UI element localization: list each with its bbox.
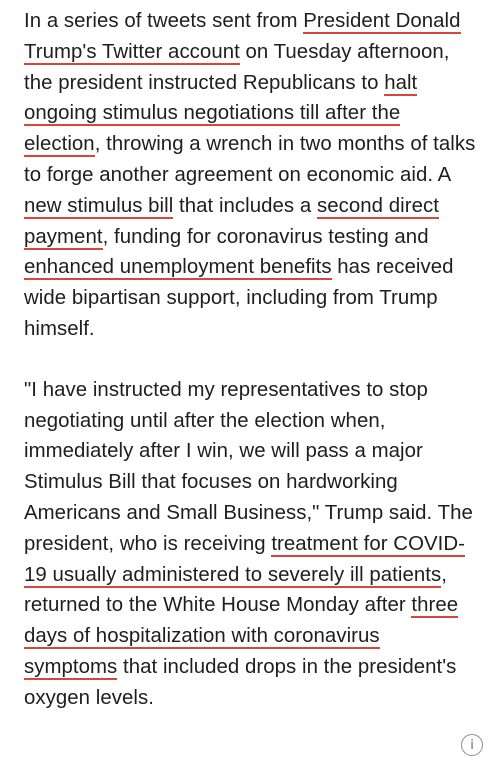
link-covid-treatment[interactable]: treatment for COVID-19 usually administered to severely ill patients (24, 532, 465, 586)
link-hospitalization[interactable]: three days of hospitalization with coronavirus symptoms (24, 594, 459, 678)
link-second-direct-payment[interactable]: second direct payment (24, 194, 439, 248)
paragraph-text: "I have instructed my representatives to stop negotiating until after the election when, immediately after I win, we will pass a major Stimulus Bill that focuses on hardworking Americans and Small Business," Trump said. The president, who is receiving (24, 378, 473, 555)
paragraph-text: , returned to the White House Monday after (24, 563, 447, 617)
link-halt-stimulus-negotiations[interactable]: halt ongoing stimulus negotiations till after the election (24, 71, 418, 156)
info-icon[interactable]: i (461, 734, 483, 756)
link-enhanced-unemployment-benefits[interactable]: enhanced unemployment benefits (24, 256, 332, 279)
link-new-stimulus-bill[interactable]: new stimulus bill (24, 194, 174, 217)
paragraph-text: that included drops in the president's oxygen levels. (24, 655, 457, 709)
article-body (24, 6, 476, 714)
paragraph-1 (24, 6, 476, 345)
paragraph-text: that includes a (173, 194, 317, 217)
paragraph-text: has received wide bipartisan support, including from Trump himself. (24, 256, 454, 340)
paragraph-2 (24, 375, 476, 714)
paragraph-text: , funding for coronavirus testing and (102, 225, 429, 248)
paragraph-text: In a series of tweets sent from (24, 10, 304, 32)
link-trump-twitter-account[interactable]: President Donald Trump's Twitter account (24, 10, 461, 63)
paragraph-text: on Tuesday afternoon, the president instructed Republicans to (24, 40, 450, 94)
paragraph-text: , throwing a wrench in two months of talks to forge another agreement on economic aid. A (24, 133, 476, 186)
